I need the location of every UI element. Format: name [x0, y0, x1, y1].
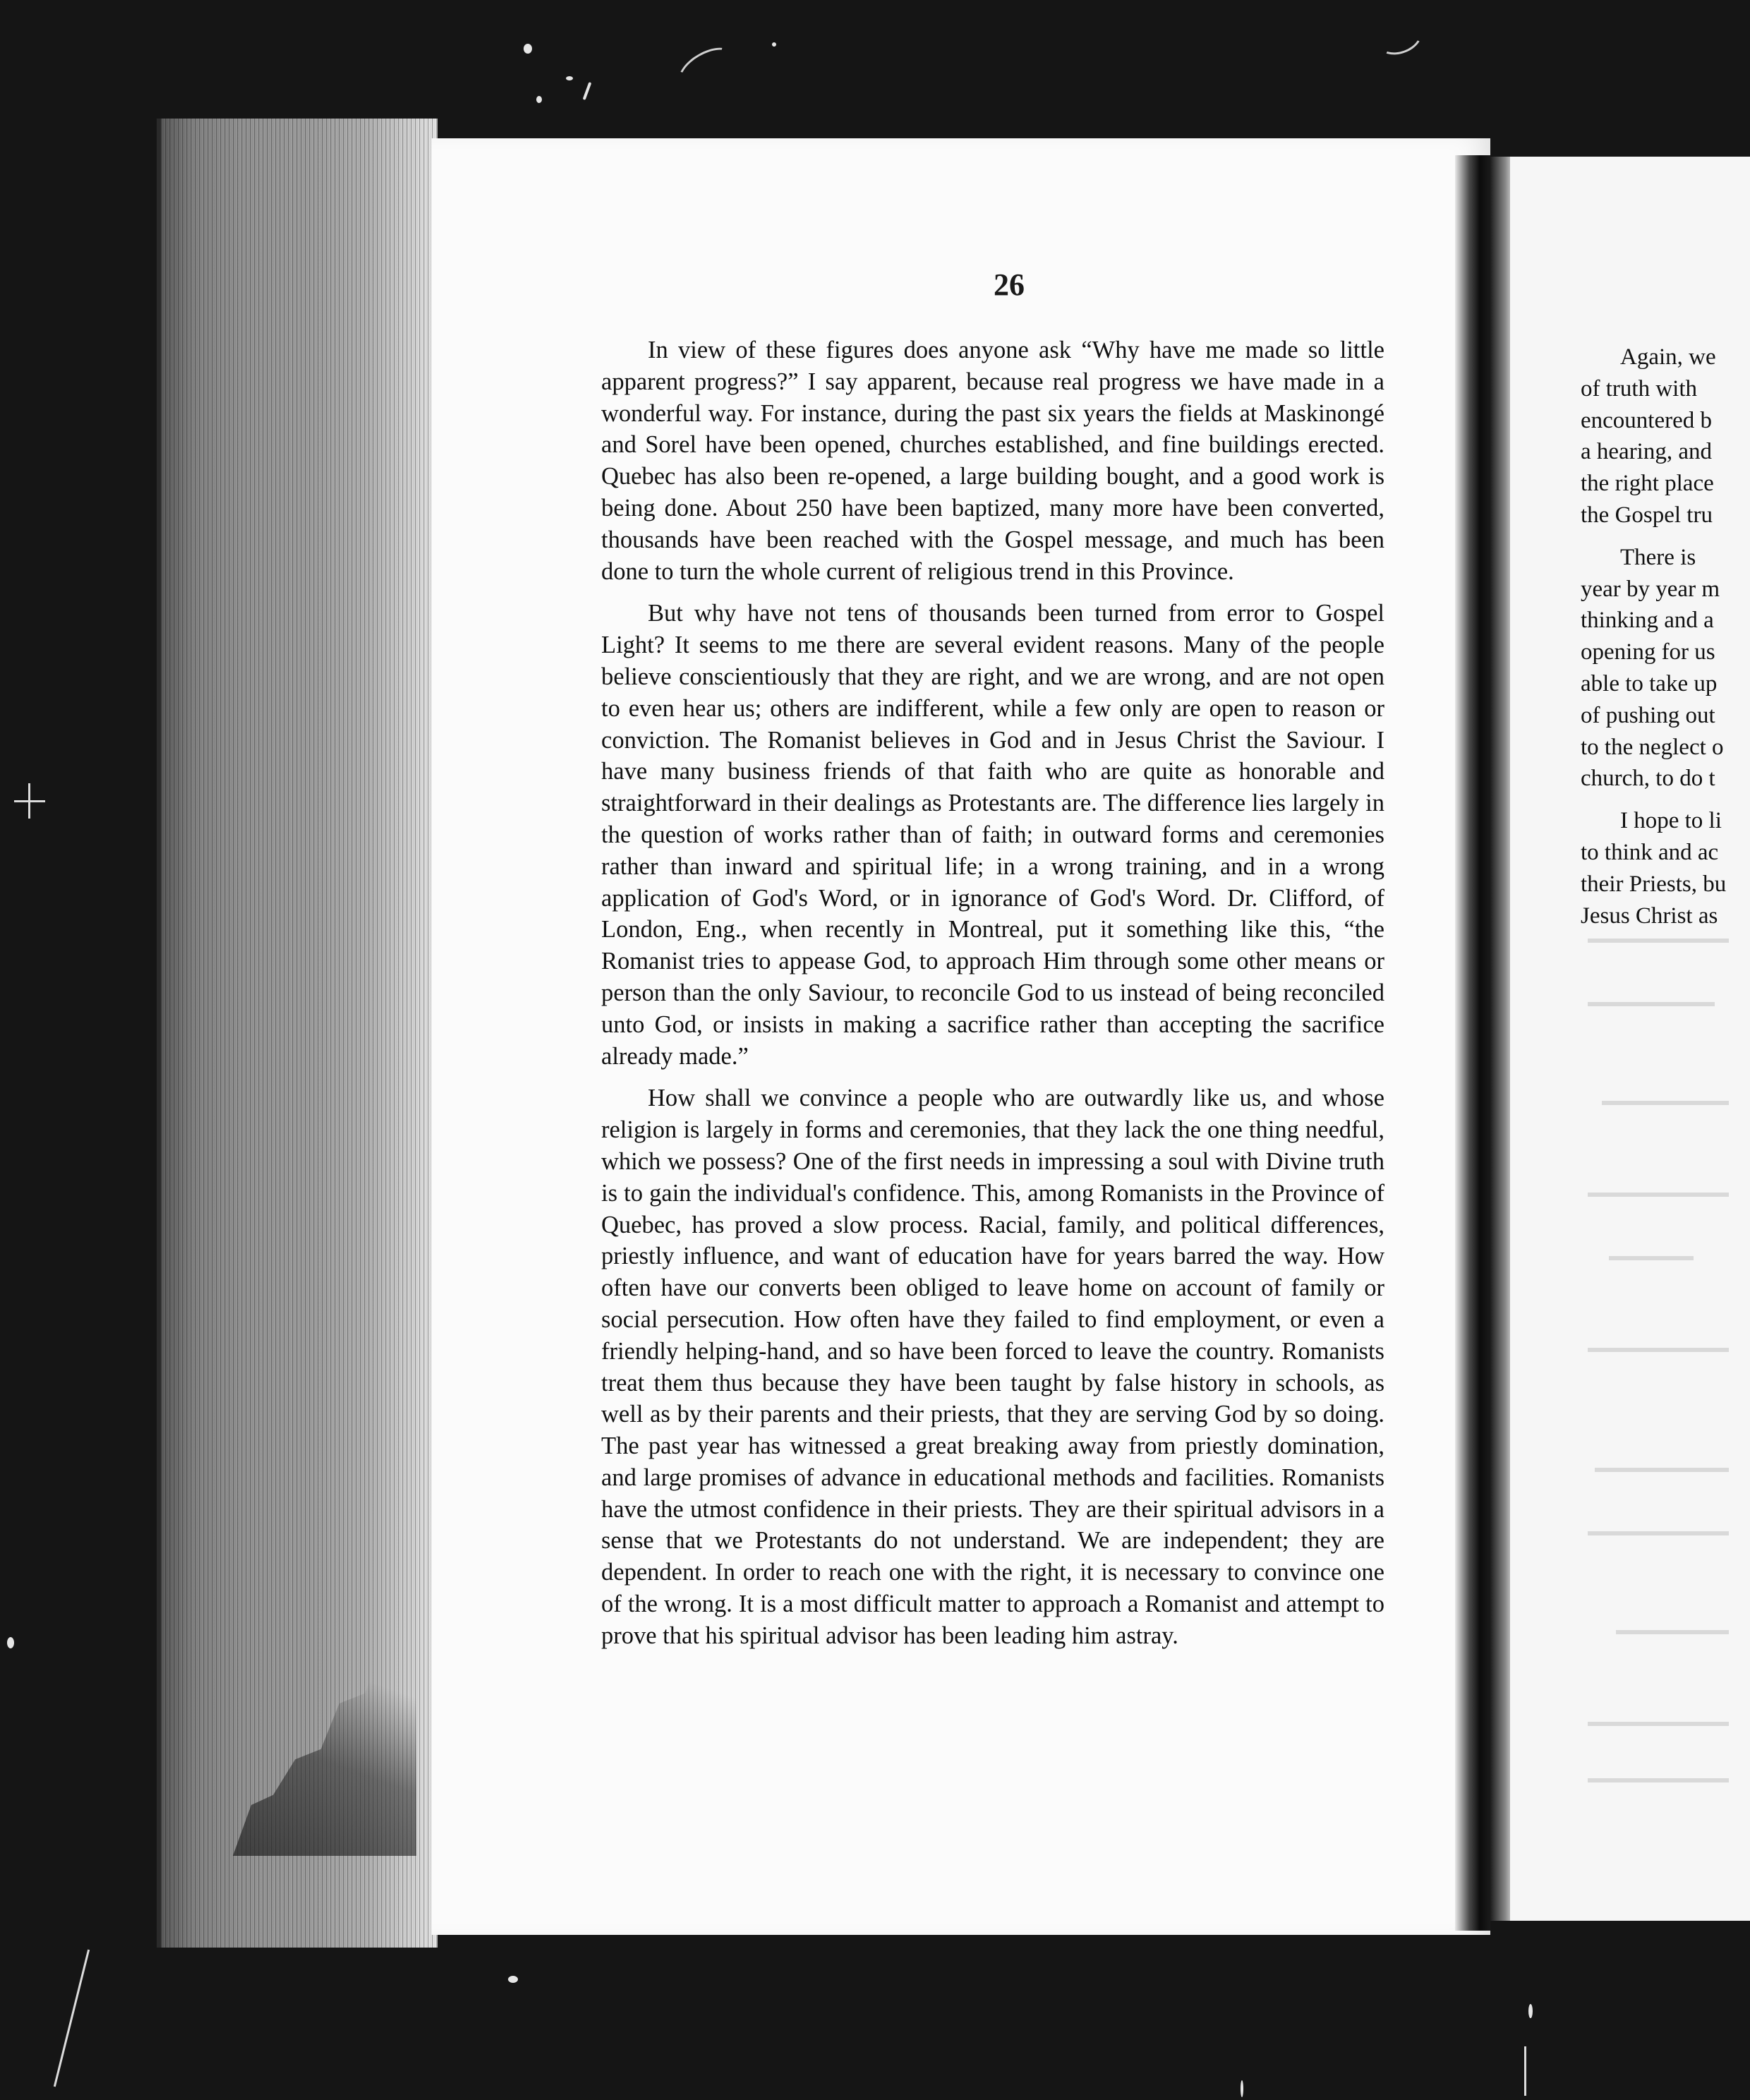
dust-speck — [508, 1976, 518, 1983]
fragment-line: able to take up — [1581, 670, 1718, 696]
bleed-through-mark — [1588, 1193, 1729, 1197]
bleed-through-mark — [1609, 1256, 1694, 1260]
fragment-line: Jesus Christ as — [1581, 903, 1718, 929]
paragraph: How shall we convince a people who are outwardly like us, and whose religion is largely in forms and ceremonies, that they lack the one thing needful, which we possess? One of the first needs in impressing a soul with Divine truth is to gain the individual's confidence. This, among Romanists in the Province of Quebec, has proved a slow process. Racial, family, and political differences, priestly influence, and want of education have for years barred the way. How often have our converts been obliged to leave home on account of family or social persecution. How often have they failed to find employment, or even a friendly helping-hand, and so have been forced to leave the country. Romanists treat them thus because they have been taught by false history in schools, as well as by their parents and their priests, that they are serving God by so doing. The past year has witnessed a great breaking away from priestly domination, and large promises of advance in educational methods and facilities. Romanists have the utmost confidence in their priests. They are their spiritual advisors in a sense that we Protestants do not understand. We are independent; they are dependent. In order to reach one with the right, it is necessary to convince one of the wrong. It is a most difficult matter to approach a Romanist and attempt to prove that his spiritual advisor has been leading him astray. — [601, 1085, 1384, 1649]
fragment-line: church, to do t — [1581, 766, 1715, 792]
bleed-through-mark — [1588, 1531, 1729, 1535]
fragment-line: to the neglect o — [1581, 734, 1724, 760]
dust-speck — [583, 82, 592, 100]
dust-speck — [1528, 2004, 1533, 2018]
paragraph: In view of these figures does anyone ask “Why have me made so little apparent progress?” I say apparent, because real progress we have made in a wonderful way. For instance, during the past six years the fields at Maskinongé and Sorel have been opened, churches established, and fine buildings erected. Quebec has also been re-opened, a large building bought, and a good work is being done. About 250 have been baptized, many more have been converted, thousands have been reached with the Gospel message, and much has been done to turn the whole current of religious trend in this Province. — [601, 337, 1384, 585]
right-page-text-fragment — [1581, 342, 1750, 931]
fragment-line: a hearing, and — [1581, 439, 1712, 465]
dust-speck — [7, 1637, 14, 1648]
fiber-strand — [14, 800, 45, 802]
fiber-strand — [54, 1950, 90, 2087]
bleed-through-mark — [1595, 1468, 1729, 1472]
page-number: 26 — [994, 267, 1025, 302]
dust-speck — [566, 76, 573, 80]
fragment-line: Again, we — [1620, 344, 1716, 370]
fragment-line: the Gospel tru — [1581, 502, 1713, 528]
fragment-line: year by year m — [1581, 576, 1720, 602]
bleed-through-mark — [1616, 1630, 1729, 1634]
bleed-through-mark — [1588, 1002, 1715, 1006]
page-body-text — [601, 334, 1384, 1662]
fragment-line: opening for us — [1581, 639, 1715, 665]
bleed-through-mark — [1588, 1348, 1729, 1352]
fragment-line: I hope to li — [1620, 808, 1722, 834]
book-gutter — [1455, 155, 1490, 1931]
fragment-line: their Priests, bu — [1581, 871, 1727, 897]
fragment-line: of pushing out — [1581, 702, 1715, 728]
fragment-line: encountered b — [1581, 407, 1712, 433]
bleed-through-mark — [1588, 939, 1729, 943]
fragment-line: to think and ac — [1581, 839, 1719, 865]
fiber-curl — [672, 40, 740, 98]
fragment-line: the right place — [1581, 471, 1714, 497]
fiber-strand — [1524, 2046, 1526, 2096]
bleed-through-mark — [1588, 1722, 1729, 1726]
fragment-line: thinking and a — [1581, 608, 1714, 634]
fragment-line: of truth with — [1581, 375, 1697, 402]
fiber-curl — [1372, 14, 1427, 61]
bleed-through-mark — [1602, 1101, 1729, 1105]
paragraph: But why have not tens of thousands been turned from error to Gospel Light? It seems to me there are several evident reasons. Many of the people believe conscientiously that they are right, and we are wrong, and are not open to even hear us; others are indifferent, while a few only are open to reason or conviction. The Romanist believes in God and in Jesus Christ the Saviour. I have many business friends of that faith who are quite as honorable and straightforward in their dealings as Protestants are. The difference lies largely in the question of works rather than of faith; in outward forms and ceremonies rather than inward and spiritual life; in a wrong training, and in a wrong application of God's Word, or in ignorance of God's Word. Dr. Clifford, of London, Eng., when recently in Montreal, put it something like this, “the Romanist tries to appease God, to approach Him through some other means or person than the only Saviour, to reconcile God to us instead of being reconciled unto God, or insists in making a sacrifice rather than accepting the sacrifice already made.” — [601, 600, 1384, 1070]
dust-speck — [772, 42, 776, 47]
fragment-line: There is — [1620, 544, 1696, 570]
bleed-through-mark — [1588, 1778, 1729, 1782]
dust-speck — [524, 44, 532, 54]
dust-speck — [1241, 2080, 1243, 2097]
dust-speck — [536, 96, 542, 103]
